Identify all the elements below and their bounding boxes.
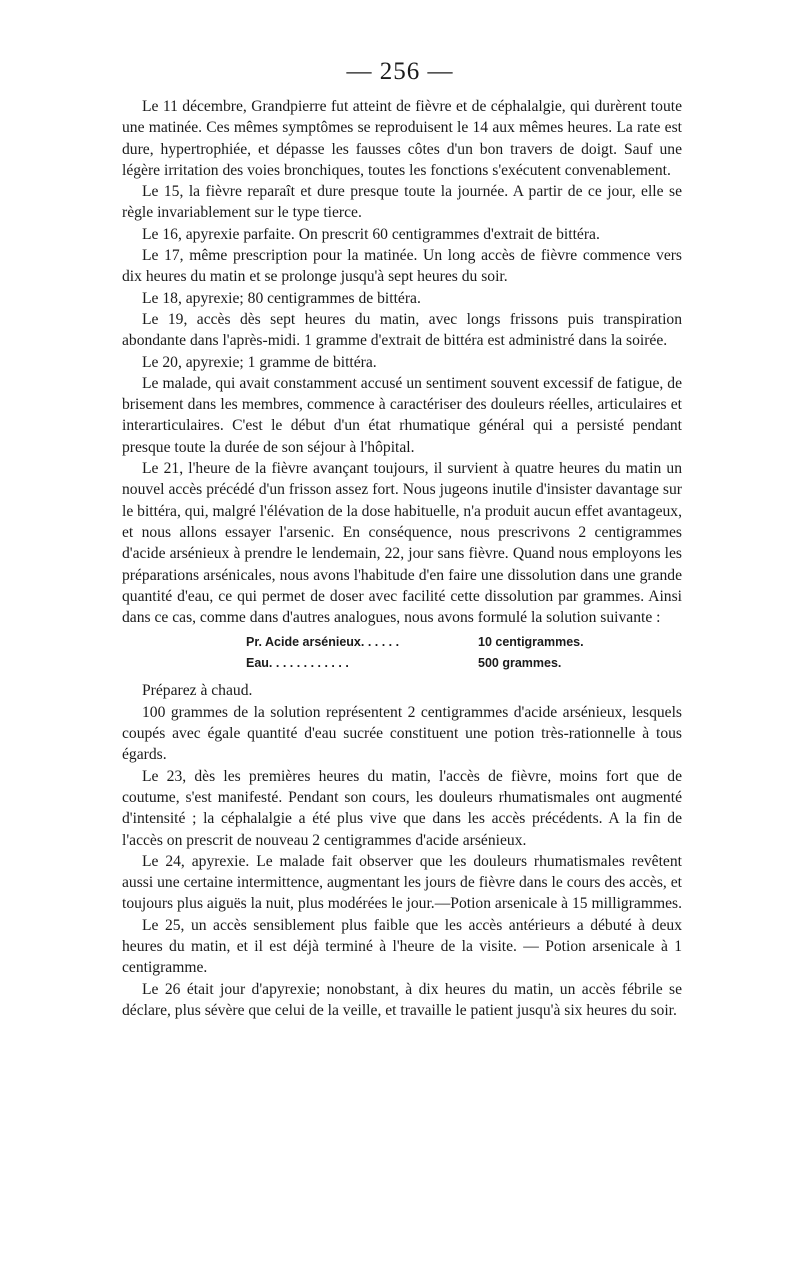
paragraph: Le 25, un accès sensiblement plus faible que les accès antérieurs a débuté à deux heures du matin, et il est déjà terminé à l'heure de la visite. — Potion arsenicale à 1 centigramme. [122,916,682,977]
paragraph: Le 23, dès les premières heures du matin, l'accès de fièvre, moins fort que de coutume, s'est manifesté. Pendant son cours, les douleurs rhumatismales ont augmenté d'intensité ; la céphalalgie a été plus vive que dans les accès précédents. A la fin de l'accès on prescrit de nouveau 2 centigrammes d'acide arsénieux. [122,767,682,849]
paragraph: Le 21, l'heure de la fièvre avançant toujours, il survient à quatre heures du matin un nouvel accès précédé d'un frisson assez fort. Nous jugeons inutile d'insister davantage sur le bittéra, qui, malgré l'élévation de la dose habituelle, n'a produit aucun effet avantageux, et nous allons essayer l'arsenic. En conséquence, nous prescrivons 2 centigrammes d'acide arsénieux à prendre le lendemain, 22, jour sans fièvre. Quand nous employons les préparations arsénicales, nous avons l'habitude d'en faire une dissolution dans une grande quantité d'eau, ce qui permet de doser avec facilité cette dissolution par grammes. Ainsi dans ce cas, comme dans d'autres analogues, nous avons formulé la solution suivante : [122,460,682,627]
paragraph: Le 20, apyrexie; 1 gramme de bittéra. [142,353,377,371]
prescription-row [122,653,682,674]
prescription-item: Pr. Acide arsénieux. . . . . . [246,635,400,650]
paragraph: Préparez à chaud. [142,682,253,700]
page-number: — 256 — [346,58,454,85]
paragraph: Le malade, qui avait constamment accusé un sentiment souvent excessif de fatigue, de brisement dans les membres, commence à caractériser des douleurs réelles, articulaires et interarticulaires. C'est le début d'un état rhumatique général qui a persisté pendant presque toute la durée de son séjour à l'hôpital. [122,374,682,456]
paragraph: Le 26 était jour d'apyrexie; nonobstant, à dix heures du matin, un accès fébrile se déclare, plus sévère que celui de la veille, et travaille le patient jusqu'à six heures du soir. [122,980,682,1019]
prescription-item: Eau. . . . . . . . . . . . [246,656,349,671]
paragraph: Le 24, apyrexie. Le malade fait observer que les douleurs rhumatismales revêtent aussi une certaine intermittence, augmentant les jours de fièvre dans le cours des accès, et toujours plus aiguës la nuit, plus modérées le jour.—Potion arsenicale à 15 milligrammes. [122,852,682,913]
paragraph: 100 grammes de la solution représentent 2 centigrammes d'acide arsénieux, lesquels coupés avec égale quantité d'eau sucrée constituent une potion très-rationnelle à tous égards. [122,703,682,764]
prescription-dose: 500 grammes. [478,656,562,671]
page-body [122,96,682,1021]
paragraph: Le 17, même prescription pour la matinée. Un long accès de fièvre commence vers dix heures du matin et se prolonge jusqu'à sept heures du soir. [122,247,682,286]
paragraph: Le 16, apyrexie parfaite. On prescrit 60 centigrammes d'extrait de bittéra. [142,225,600,243]
paragraph: Le 15, la fièvre reparaît et dure presque toute la journée. A partir de ce jour, elle se règle invariablement sur le type tierce. [122,183,682,222]
paragraph: Le 11 décembre, Grandpierre fut atteint de fièvre et de céphalalgie, qui durèrent toute une matinée. Ces mêmes symptômes se reproduisent le 14 aux mêmes heures. La rate est dure, hypertrophiée, et dépasse les fausses côtes d'un bon travers de doigt. Sauf une légère irritation des voies bronchiques, toutes les fonctions s'exécutent convenablement. [122,98,682,179]
prescription-row [122,632,682,653]
paragraph: Le 18, apyrexie; 80 centigrammes de bittéra. [142,289,421,307]
paragraph: Le 19, accès dès sept heures du matin, avec longs frissons puis transpiration abondante dans l'après-midi. 1 gramme d'extrait de bittéra est administré dans la soirée. [122,310,682,350]
prescription-dose: 10 centigrammes. [478,635,584,650]
prescription-block [122,632,682,674]
